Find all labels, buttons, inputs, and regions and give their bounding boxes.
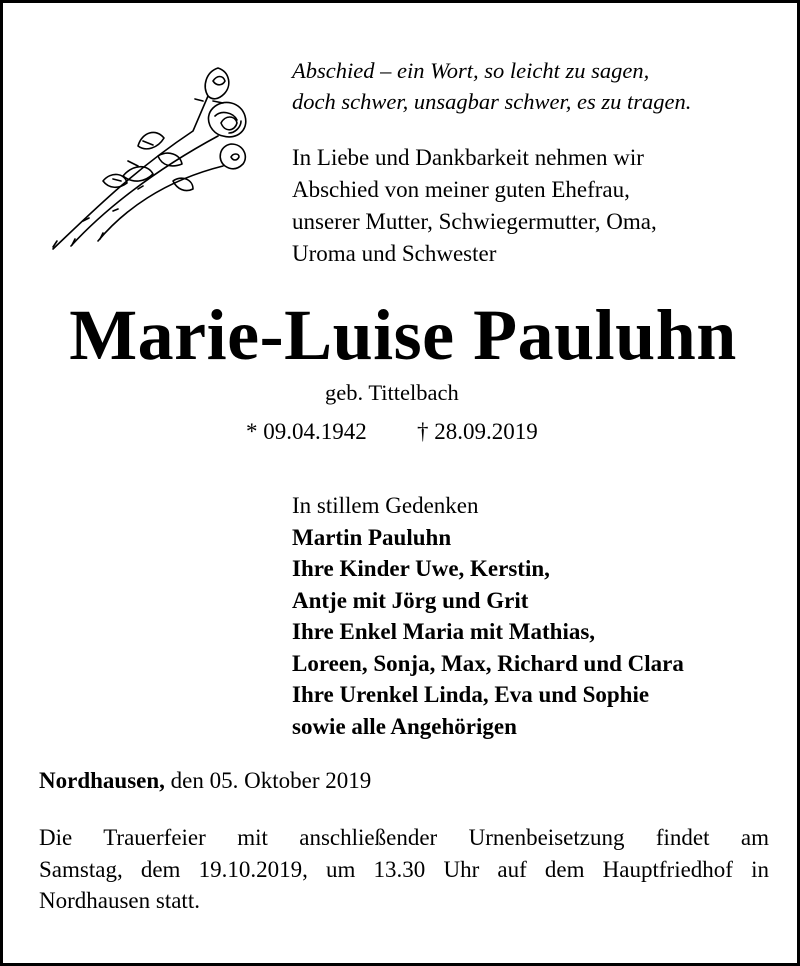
intro-line: In Liebe und Dankbarkeit nehmen wir [292, 145, 644, 170]
mourner-line: Martin Pauluhn [292, 524, 452, 550]
death-date: † 28.09.2019 [417, 419, 538, 444]
intro-text [292, 142, 657, 270]
funeral-line: Samstag, dem 19.10.2019, um 13.30 Uhr auf dem Hauptfriedhof in [39, 856, 769, 882]
intro-line: Uroma und Schwester [292, 241, 497, 266]
funeral-info [39, 822, 769, 917]
mourner-line: Ihre Kinder Uwe, Kerstin, [292, 556, 550, 581]
born-name: geb. Tittelbach [325, 380, 459, 405]
mourner-line: sowie alle Angehörigen [292, 713, 517, 739]
poem-line: doch schwer, unsagbar schwer, es zu tragen. [292, 89, 692, 114]
poem-line: Abschied – ein Wort, so leicht zu sagen, [292, 58, 650, 83]
funeral-line: Die Trauerfeier mit anschließender Urnenbeisetzung findet am [39, 825, 769, 850]
poem-verse [292, 55, 691, 117]
birth-date: * 09.04.1942 [246, 419, 367, 444]
mourner-line: Ihre Urenkel Linda, Eva und Sophie [292, 682, 650, 707]
mourners-list [292, 490, 684, 742]
mourner-line: Loreen, Sonja, Max, Richard und Clara [292, 650, 684, 676]
mourner-line: Ihre Enkel Maria mit Mathias, [292, 619, 596, 644]
funeral-line: Nordhausen statt. [39, 888, 200, 913]
place-name: Nordhausen, [39, 768, 165, 793]
mourner-line: Antje mit Jörg und Grit [292, 587, 529, 613]
mourners-heading: In stillem Gedenken [292, 493, 479, 518]
intro-line: Abschied von meiner guten Ehefrau, [292, 177, 630, 202]
intro-line: unserer Mutter, Schwiegermutter, Oma, [292, 209, 657, 234]
deceased-name: Marie-Luise Pauluhn [69, 295, 737, 375]
place-date-line [39, 765, 371, 797]
notice-date: den 05. Oktober 2019 [164, 768, 372, 793]
roses-icon [43, 61, 263, 253]
